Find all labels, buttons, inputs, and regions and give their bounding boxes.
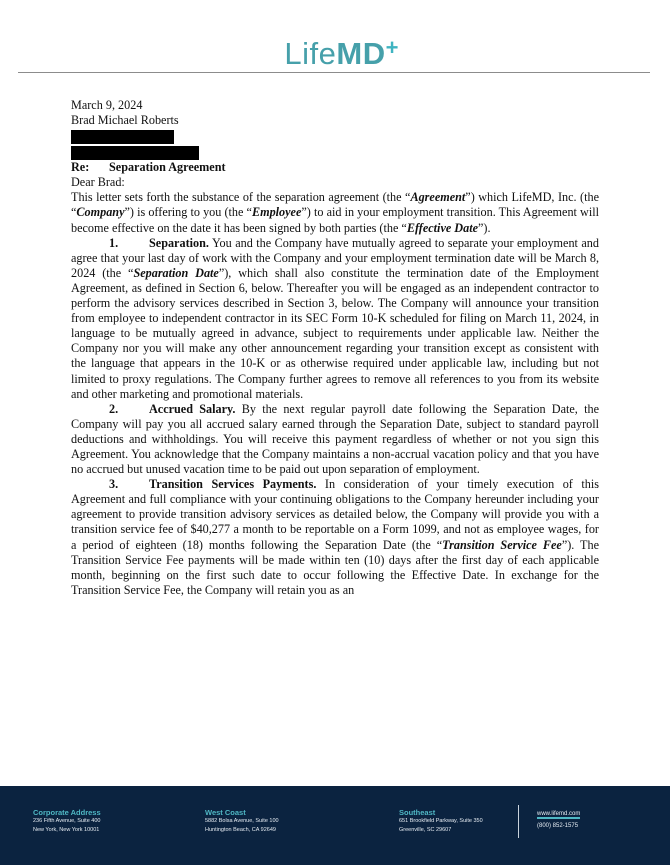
- footer-line: 236 Fifth Avenue, Suite 400: [33, 818, 101, 824]
- logo-life-text: Life: [284, 36, 337, 71]
- defined-term: Agreement: [410, 190, 466, 205]
- header-divider: [18, 72, 650, 73]
- footer-west-coast: [205, 808, 279, 835]
- footer-corporate-address: [33, 808, 101, 835]
- section-separation: [71, 236, 599, 402]
- subject-label: Re:: [71, 160, 90, 175]
- company-logo: [0, 36, 670, 72]
- section-title: Separation.: [149, 235, 209, 250]
- footer-divider: [518, 805, 519, 838]
- salutation: Dear Brad:: [71, 175, 125, 190]
- logo-md-text: MD: [336, 36, 386, 71]
- subject-text: Separation Agreement: [109, 160, 226, 175]
- footer-line: 5882 Bolsa Avenue, Suite 100: [205, 818, 279, 824]
- intro-paragraph: This letter sets forth the substance of the separation agreement (the “Agreement”) which LifeMD, Inc. (the “Company”) is offering to you (the “Employee”) to aid in your employment transition. This Agreement will become effective on the date it has been signed by both parties (the “Effective Date”).: [71, 190, 599, 235]
- section-accrued-salary: [71, 402, 599, 477]
- letter-body: [71, 98, 599, 598]
- addressee-name: Brad Michael Roberts: [71, 113, 179, 128]
- section-number: 2.: [109, 401, 119, 416]
- defined-term: Separation Date: [133, 265, 219, 280]
- footer-line: Huntington Beach, CA 92649: [205, 827, 276, 833]
- section-title: Transition Services Payments.: [149, 477, 317, 492]
- subject-line: [71, 160, 599, 175]
- redacted-address-line-1: [71, 130, 174, 144]
- letter-date: March 9, 2024: [71, 98, 143, 112]
- logo-plus-icon: +: [385, 35, 399, 60]
- footer-line: Greenville, SC 29607: [399, 827, 452, 833]
- phone-number: (800) 852-1575: [537, 823, 579, 829]
- defined-term: Employee: [251, 205, 302, 220]
- footer-contact: [537, 808, 580, 832]
- footer-line: 651 Brookfield Parkway, Suite 350: [399, 818, 483, 824]
- redacted-address-line-2: [71, 146, 199, 160]
- defined-term: Transition Service Fee: [442, 537, 562, 552]
- page-footer: [0, 786, 670, 865]
- defined-term: Company: [76, 205, 125, 220]
- section-transition-services: [71, 477, 599, 598]
- section-body: By the next regular payroll date following the Separation Date, the Company will pay you all accrued salary earned through the Separation Date, subject to standard payroll deductions and withholdings. You will receive this payment regardless of whether or not you sign this Agreement. You acknowledge that the Company maintains a non-accrual vacation policy and that you have no accrued but unused vacation time to be paid out upon separation of employment.: [71, 401, 599, 477]
- website-link[interactable]: www.lifemd.com: [537, 811, 581, 817]
- footer-line: New York, New York 10001: [33, 827, 100, 833]
- section-number: 1.: [109, 235, 119, 250]
- section-number: 3.: [109, 477, 119, 492]
- footer-southeast: [399, 808, 483, 835]
- defined-term: Effective Date: [406, 220, 479, 235]
- section-body: You and the Company have mutually agreed to separate your employment and agree that your last day of work with the Company and your employment termination date will be March 8, 2024 (the “Separation Date”), which shall also constitute the termination date of the Employment Agreement, as defined in Section 6, below. Thereafter you will be engaged as an independent contractor to perform the advisory services described in Section 3, below. The Company will announce your transition from employee to independent contractor in its SEC Form 10-K scheduled for filing on March 11, 2024, in language to be mutually agreed in advance, subject to requirements under applicable law. Neither the Company nor you will make any other announcement regarding your transition except as consistent with the language that appears in the 10-K or as otherwise required under applicable law, including but not limited to proxy regulations. The Company further agrees to remove all references to you from its website and other marketing and promotional materials.: [71, 235, 600, 401]
- section-body: In consideration of your timely execution of this Agreement and full compliance with your continuing obligations to the Company hereunder including your agreement to provide transition advisory services as detailed below, the Company will provide you with a transition service fee of $40,277 a month to be reportable on a Form 1099, and not as employee wages, for a period of eighteen (18) months following the Separation Date (the “Transition Service Fee”). The Transition Service Fee payments will be made within ten (10) days after the first day of each applicable month, beginning on the first such date to occur following the Effective Date. In exchange for the Transition Service Fee, the Company will retain you as an: [71, 477, 600, 597]
- footer-heading: Corporate Address: [33, 808, 101, 817]
- footer-heading: Southeast: [399, 808, 436, 817]
- section-title: Accrued Salary.: [149, 401, 236, 416]
- footer-heading: West Coast: [205, 808, 246, 817]
